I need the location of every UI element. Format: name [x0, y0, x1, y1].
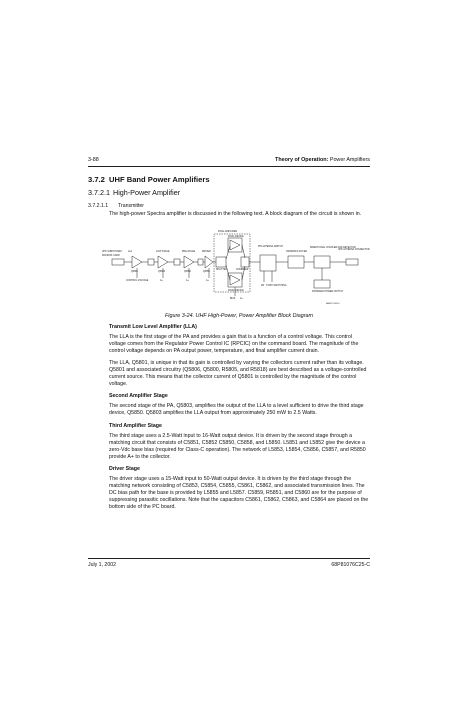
subsection-title: High-Power Amplifier [113, 188, 181, 197]
subsubsection-number: 3.7.2.1.1 [88, 203, 109, 209]
label-a-plus-1: A+ [160, 280, 163, 282]
label-a-plus-3: A+ [206, 280, 209, 282]
splitter-block [216, 257, 226, 267]
section-heading [88, 175, 210, 184]
label-lla: LLA [128, 251, 133, 253]
label-rx-port: RX [261, 285, 265, 287]
label-q5851: Q5851 [203, 271, 210, 273]
label-q5850: Q5850 [184, 271, 191, 273]
paragraph-driver-stage: The driver stage uses a 15-Watt input to 50-Watt output device. It is driven by the third stage through the matching network consisting of C5853, C5854, C5855, C5861, C5862, and associated transmission lines. The DC bias path for the base is provided by L5855 and L5857. C5859, R5851, and C5860 are for the purpose of suppressing parasitic oscillations. Note that the capacitors C5861, C5862, C5863, and C5864 are placed on the bottom side of the PC board. [109, 475, 369, 510]
block-diagram [102, 228, 370, 313]
label-final-device-2: FINAL DEVICE [228, 290, 244, 292]
figure-caption: Figure 3-24. UHF High-Power, Power Amplifier Block Diagram [165, 313, 313, 319]
heading-lla: Transmit Low Level Amplifier (LLA) [109, 324, 197, 330]
label-antenna-connector: UHF ANTENNA CONNECTOR [338, 249, 370, 251]
label-low-stage: LOW STAGE [156, 251, 170, 253]
intro-text: The high-power Spectra amplifier is discussed in the following text. A block diagram of the circuit is shown in. [109, 211, 362, 217]
label-final-amplifier: FINAL AMPLIFIER [218, 231, 238, 233]
page-number: 3-88 [88, 157, 99, 163]
intro-paragraph [109, 211, 369, 218]
footer-doc-number: 68P81076C25-C [331, 562, 370, 568]
label-bias: BIAS [230, 298, 236, 300]
label-a-plus-4: A+ [240, 298, 243, 300]
heading-second-stage: Second Amplifier Stage [109, 393, 168, 400]
chapter-title-bold: Theory of Operation: [275, 157, 329, 163]
label-control-voltage: CONTROL VOLTAGE [126, 280, 149, 282]
subsubsection-title: Transmitter [118, 203, 145, 209]
label-forward-power: FORWARD POWER OUTPUT [312, 291, 344, 293]
heading-third-stage: Third Amplifier Stage [109, 422, 162, 429]
label-splitter: SPLITTER [216, 269, 227, 271]
label-q5801: Q5801 [131, 271, 138, 273]
footer-date: July 1, 2002 [88, 562, 116, 568]
label-q5803: Q5803 [158, 271, 165, 273]
directional-coupler-block [314, 256, 330, 268]
paragraph-third-stage: The third stage uses a 2.5-Watt input to 16-Watt output device. It is driven by the second stage through a matching circuit that consists of C5851, C5852 C5850, C5858, and L5850. L5851 and L5852 give the device a zero-Vdc base bias (required for Class-C operation). The network of L5853, L5854, C5856, C5857, and R5850 provide A+ to the collector. [109, 432, 366, 460]
label-final-device-1: FINAL DEVICE [228, 236, 244, 238]
subsection-heading [88, 188, 180, 197]
antenna-connector [346, 259, 358, 265]
paragraph-second-stage: The second stage of the PA, Q5803, amplifies the output of the LLA to a level sufficient to drive the third stage device, Q5850. Q5803 amplifies the LLA output from approximately 250 mW to 2.5 Watts. [109, 403, 364, 417]
section-number: 3.7.2 [88, 175, 105, 184]
subsubsection-heading [88, 203, 144, 209]
label-figure-code: MAEPF-27463-O [326, 303, 340, 305]
label-harmonic-filter: HARMONIC FILTER [286, 251, 307, 253]
final-amplifier-box [214, 234, 250, 292]
forward-power-block [314, 280, 330, 288]
chapter-title [275, 157, 370, 163]
paragraph-lla-2: The LLA, Q5801, is unique in that its gain is controlled by varying the collectors current rather than its voltage. Q5801 and associated circuitry (Q5806, Q5800, R5805, and R5818) are best described as a voltage-controlled current source. This means that the collector current of Q5801 is controlled by the magnitude of the control voltage. [109, 360, 367, 388]
label-combiner: COMBINER [236, 269, 249, 271]
low-stage-amplifier [158, 256, 168, 268]
label-driver: DRIVER [202, 251, 211, 253]
input-connector [112, 259, 124, 265]
footer-rule [88, 558, 370, 559]
combiner-block [241, 257, 249, 267]
label-directional-coupler: DIRECTIONAL COUPLER AND DETECTOR [310, 247, 356, 249]
harmonic-filter-block [288, 256, 304, 268]
pre-stage-amplifier [184, 256, 194, 268]
lla-amplifier [132, 256, 142, 268]
antenna-switch-block [260, 255, 276, 271]
label-uhf-subsystem: UHF SUBSYSTEM [102, 251, 122, 253]
heading-driver-stage: Driver Stage [109, 465, 140, 472]
section-title: UHF Band Power Amplifiers [109, 175, 210, 184]
label-rf-input: FROM RF CARD [102, 255, 120, 257]
label-antenna-switch: PIN ANTENNA SWITCH [258, 246, 283, 248]
main-body [109, 324, 369, 511]
header-rule [88, 166, 370, 167]
subsection-number: 3.7.2.1 [88, 188, 110, 197]
label-tx-rx-switching: TX/RX SWITCHING [266, 285, 287, 287]
label-a-plus-2: A+ [186, 280, 189, 282]
chapter-title-rest: Power Amplifiers [329, 157, 370, 163]
paragraph-lla-1: The LLA is the first stage of the PA and provides a gain that is a function of a control voltage. This control voltage comes from the Regulator Power Control IC (RPCIC) on the command board. The magnitude of the control voltage depends on PA output power, temperature, and final amplifier current drain. [109, 334, 359, 355]
label-pre-stage: PRE-STAGE [182, 251, 196, 253]
driver-amplifier [205, 256, 213, 268]
